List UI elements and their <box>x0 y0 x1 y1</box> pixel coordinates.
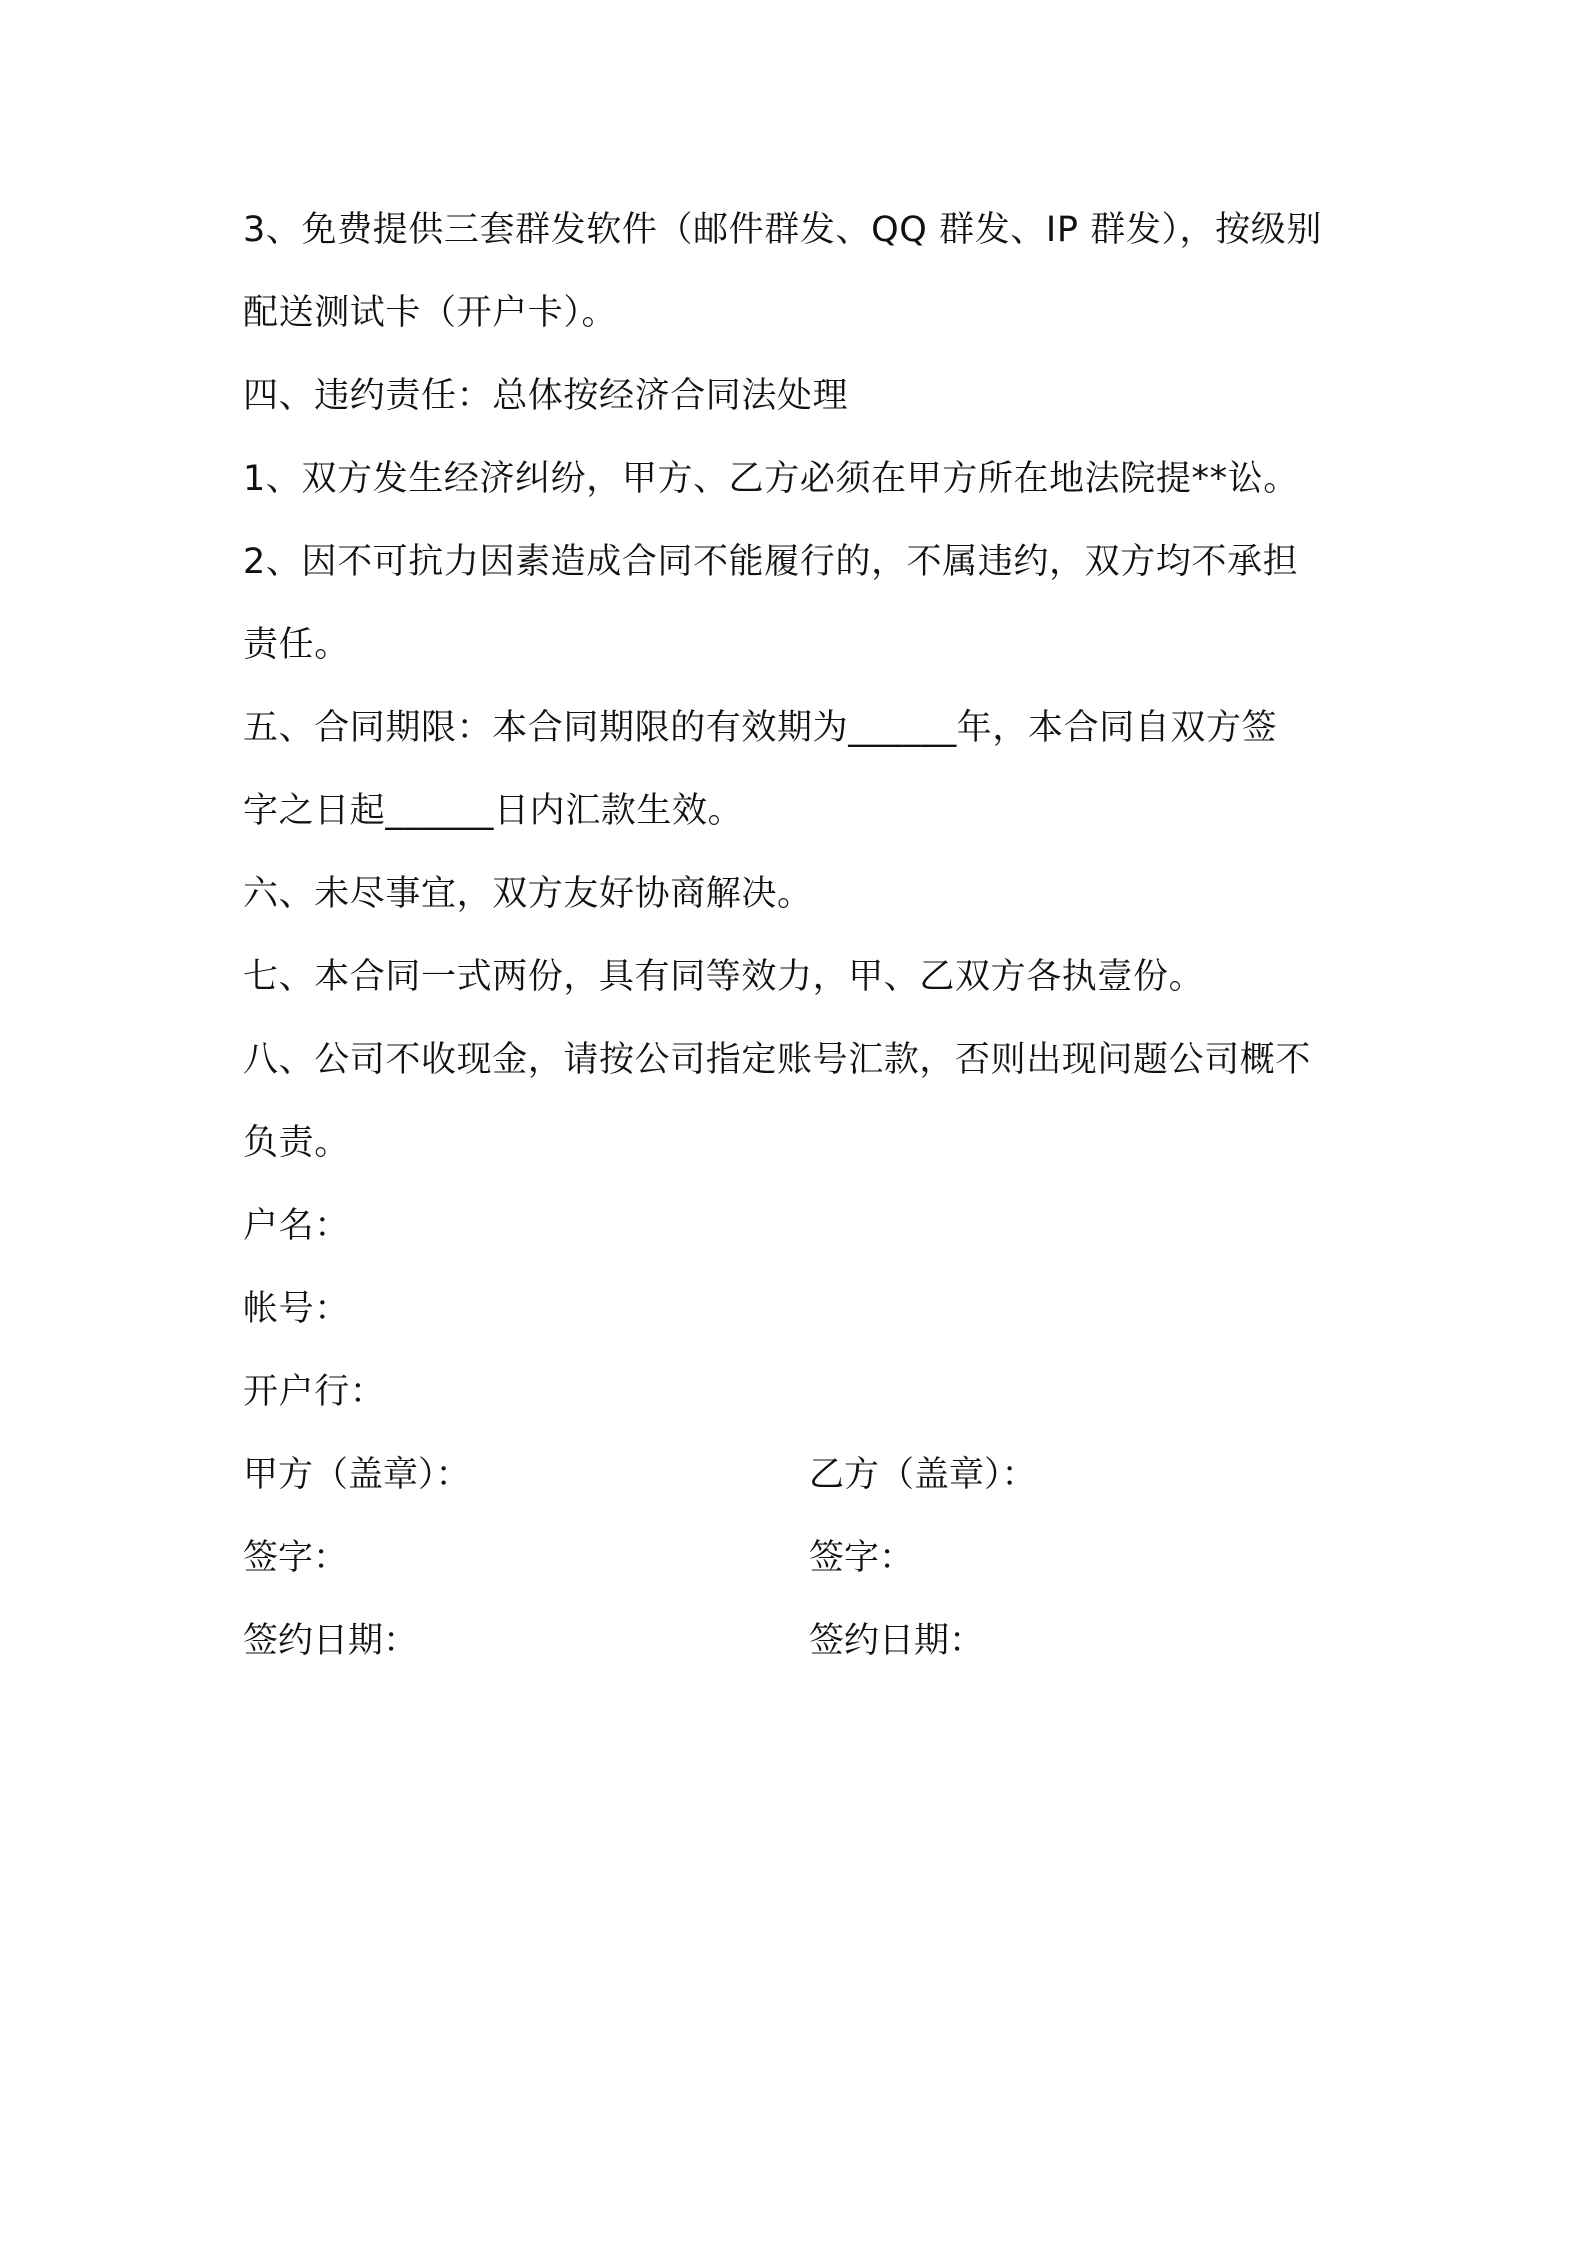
section-4-heading: 四、违约责任：总体按经济合同法处理 <box>243 376 849 416</box>
signature-row-date <box>243 1619 1363 1663</box>
bank-label: 开户行： <box>243 1372 386 1412</box>
section-8-line-2: 负责。 <box>243 1123 350 1163</box>
party-b-date-label: 签约日期： <box>809 1621 985 1661</box>
clause-4-2-line-2: 责任。 <box>243 625 350 665</box>
clause-4-2-line-1: 2、因不可抗力因素造成合同不能履行的，不属违约，双方均不承担 <box>243 542 1299 582</box>
account-name-label: 户名： <box>243 1206 350 1246</box>
party-b-seal-label: 乙方（盖章）： <box>809 1455 1037 1495</box>
section-7: 七、本合同一式两份，具有同等效力，甲、乙双方各执壹份。 <box>243 957 1205 997</box>
clause-3-line-1: 3、免费提供三套群发软件（邮件群发、QQ 群发、IP 群发），按级别 <box>243 210 1322 250</box>
party-b-sign-label: 签字： <box>809 1538 915 1578</box>
party-a-sign-label: 签字： <box>243 1538 349 1578</box>
party-a-seal-label: 甲方（盖章）： <box>243 1455 471 1495</box>
section-6: 六、未尽事宜，双方友好协商解决。 <box>243 874 813 914</box>
section-8-line-1: 八、公司不收现金，请按公司指定账号汇款，否则出现问题公司概不 <box>243 1040 1312 1080</box>
clause-4-1: 1、双方发生经济纠纷，甲方、乙方必须在甲方所在地法院提**讼。 <box>243 459 1299 499</box>
section-5-line-2: 字之日起______日内汇款生效。 <box>243 791 744 831</box>
signature-row-sign <box>243 1536 1363 1580</box>
account-number-label: 帐号： <box>243 1289 350 1329</box>
section-5-line-1: 五、合同期限：本合同期限的有效期为______年，本合同自双方签 <box>243 708 1278 748</box>
signature-row-seal <box>243 1453 1363 1497</box>
party-a-date-label: 签约日期： <box>243 1621 419 1661</box>
clause-3-line-2: 配送测试卡（开户卡）。 <box>243 293 618 333</box>
